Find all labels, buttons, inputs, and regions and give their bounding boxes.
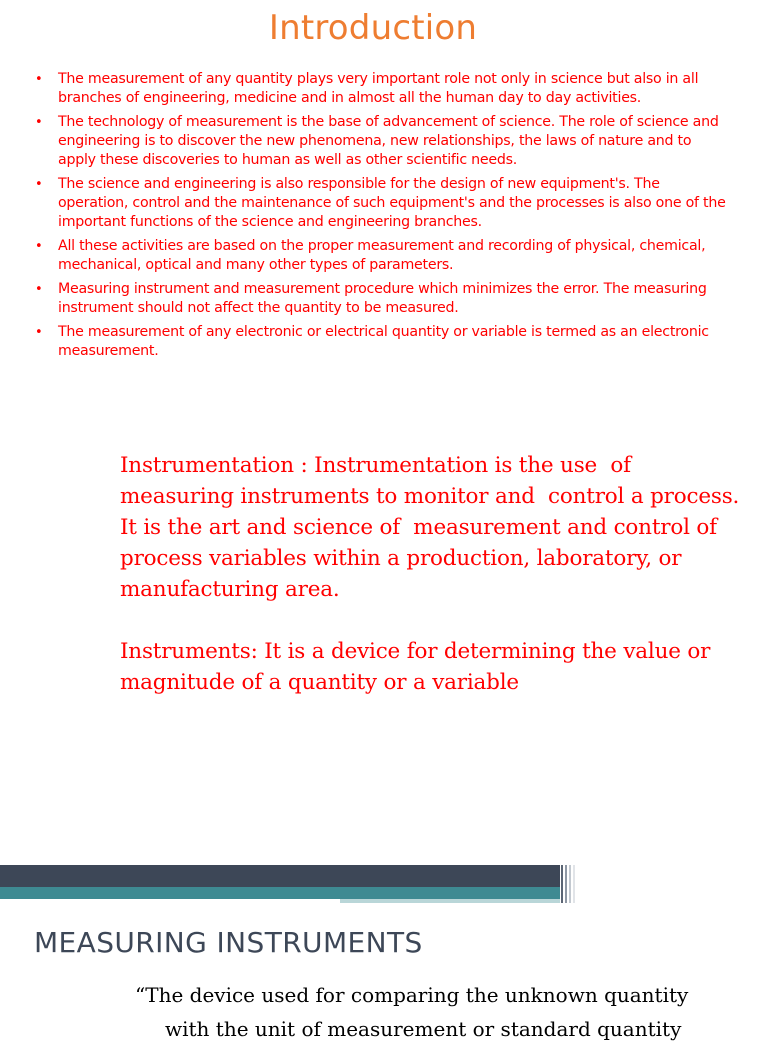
- bullet-text: The science and engineering is also responsible for the design of new equipment's. The operation, control and the maintenance of such equipment's and the processes is also one of the important functions of the science and engineering branches.: [58, 176, 726, 230]
- bullet-item: [30, 323, 730, 361]
- definitions-block: [120, 450, 746, 729]
- bullet-item: [30, 113, 730, 170]
- bullet-dot-icon: •: [35, 115, 43, 130]
- quote-line-2: with the unit of measurement or standard quantity: [165, 1017, 682, 1041]
- divider-tick: [561, 865, 563, 903]
- instruments-definition: Instruments: It is a device for determining the value or magnitude of a quantity or a variable: [120, 639, 717, 695]
- divider-tick: [573, 865, 575, 903]
- bullet-item: [30, 70, 730, 108]
- divider-teal-band: [0, 887, 560, 899]
- bullet-text: The measurement of any quantity plays very important role not only in science but also in all branches of engineering, medicine and in almost all the human day to day activities.: [58, 71, 699, 106]
- quote-line-1: “The device used for comparing the unknown quantity: [135, 983, 689, 1007]
- instrumentation-definition: Instrumentation : Instrumentation is the use of measuring instruments to monitor and control a process. It is the art and science of measurement and control of process variables within a production, laboratory, or manufacturing area.: [120, 453, 746, 602]
- bullet-item: [30, 280, 730, 318]
- bullet-dot-icon: •: [35, 239, 43, 254]
- bullet-dot-icon: •: [35, 282, 43, 297]
- section-heading: MEASURING INSTRUMENTS: [34, 926, 423, 959]
- bullet-text: All these activities are based on the proper measurement and recording of physical, chemical, mechanical, optical and many other types of parameters.: [58, 238, 706, 273]
- bullet-text: The technology of measurement is the base of advancement of science. The role of science and engineering is to discover the new phenomena, new relationships, the laws of nature and to apply these discoveries to human as well as other scientific needs.: [58, 114, 719, 168]
- bullet-item: [30, 237, 730, 275]
- bullet-list: [30, 70, 730, 366]
- slide-title: Introduction: [268, 8, 478, 48]
- divider-tick: [569, 865, 571, 903]
- divider-tick: [565, 865, 567, 903]
- definition-quote: [135, 980, 735, 1044]
- bullet-text: Measuring instrument and measurement procedure which minimizes the error. The measuring instrument should not affect the quantity to be measured.: [58, 281, 707, 316]
- divider-dark-band: [0, 865, 560, 887]
- slide-divider-banner: [0, 865, 576, 905]
- bullet-dot-icon: •: [35, 325, 43, 340]
- bullet-dot-icon: •: [35, 177, 43, 192]
- bullet-text: The measurement of any electronic or electrical quantity or variable is termed as an electronic measurement.: [58, 324, 709, 359]
- divider-light-band: [340, 899, 560, 903]
- bullet-dot-icon: •: [35, 72, 43, 87]
- bullet-item: [30, 175, 730, 232]
